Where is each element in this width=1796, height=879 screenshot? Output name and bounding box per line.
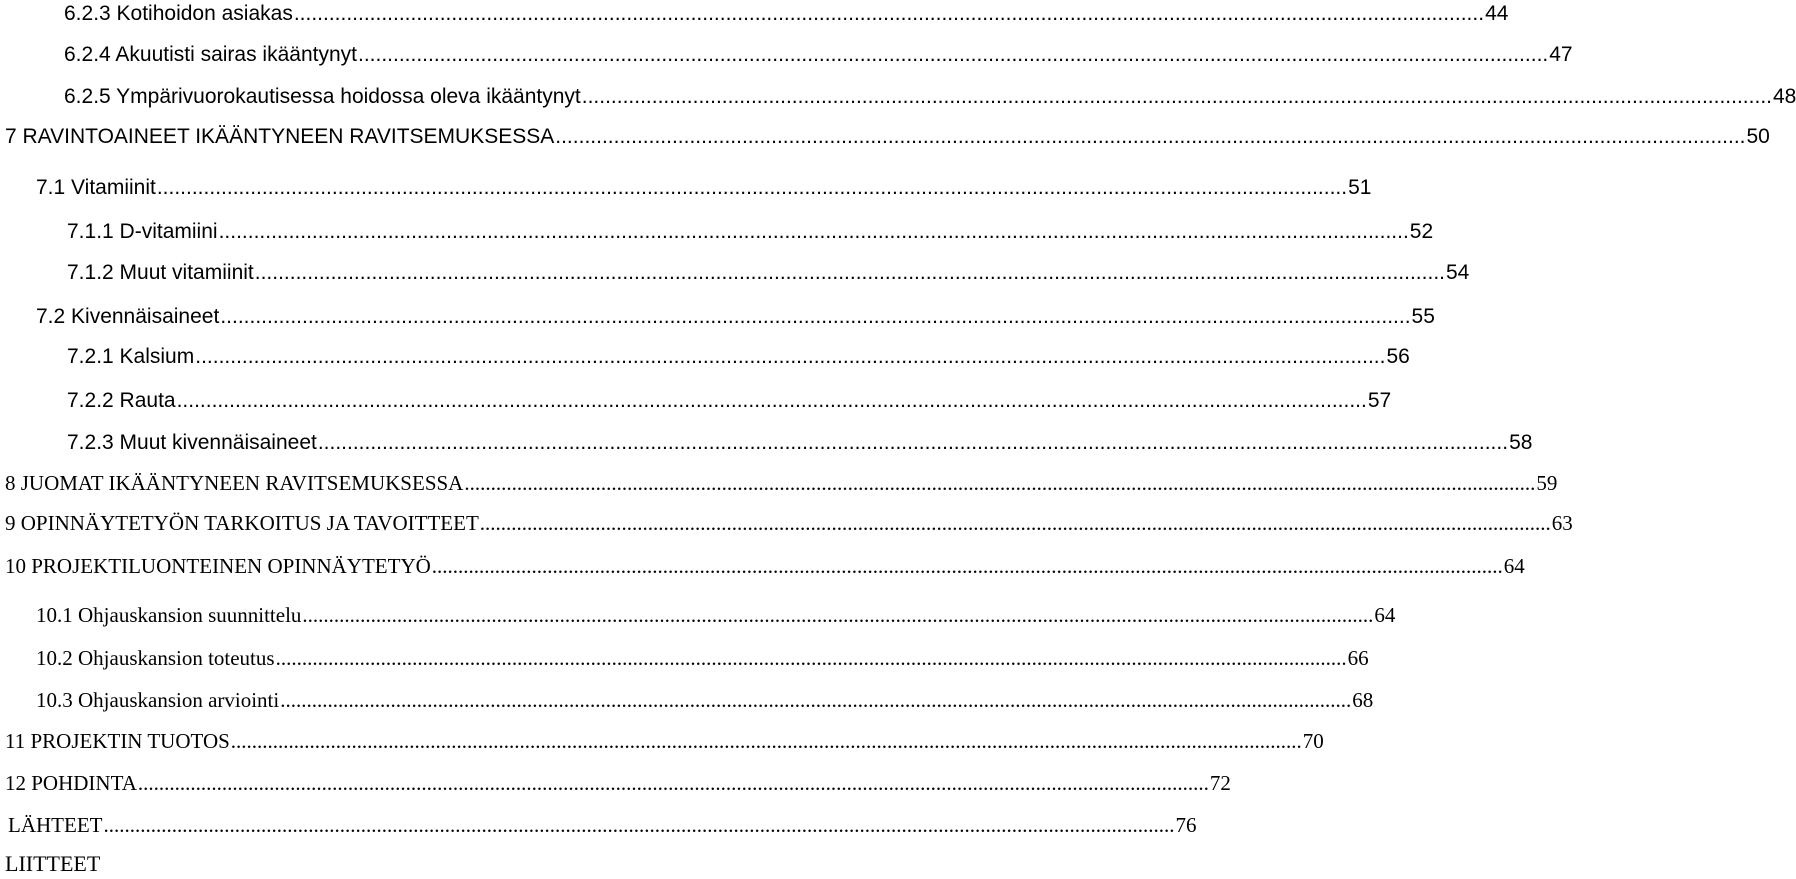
toc-entry[interactable] (64, 2, 1509, 25)
toc-entry[interactable] (67, 261, 1470, 284)
toc-entry-title: 10.3 Ohjauskansion arviointi (36, 688, 280, 712)
toc-entry-title: 7.2.3 Muut kivennäisaineet (67, 431, 317, 454)
toc-entry-page: 70 (1302, 729, 1324, 753)
toc-entry-page: 57 (1367, 389, 1392, 412)
dot-leader: ............................................................................................................................................................................................................ (431, 554, 1503, 578)
toc-entry[interactable] (5, 471, 1558, 495)
toc-entry-page: 72 (1209, 771, 1231, 795)
toc-entry-title: LIITTEET (5, 851, 101, 876)
toc-entry-title: 6.2.4 Akuutisti sairas ikääntynyt (64, 43, 357, 66)
toc-entry[interactable] (5, 554, 1525, 578)
toc-entry[interactable] (5, 852, 305, 876)
toc-entry-title: 6.2.3 Kotihoidon asiakas (64, 2, 293, 25)
toc-entry-page: 64 (1374, 603, 1396, 627)
toc-entry-page: 54 (1445, 261, 1470, 284)
toc-entry[interactable] (5, 771, 1231, 795)
toc-entry-title: 7.2 Kivennäisaineet (36, 305, 220, 328)
dot-leader: ............................................................................................................................................................................................................ (220, 305, 1411, 328)
toc-entry[interactable] (5, 511, 1573, 535)
dot-leader: ............................................................................................................................................................................................................ (230, 729, 1302, 753)
toc-entry-title: 10.1 Ohjauskansion suunnittelu (36, 603, 302, 627)
toc-entry-page: 56 (1386, 345, 1410, 368)
dot-leader: ............................................................................................................................................................................................................ (479, 511, 1551, 535)
toc-entry[interactable] (67, 220, 1434, 243)
dot-leader: ............................................................................................................................................................................................................ (581, 85, 1772, 108)
toc-entry-title: 7.1.2 Muut vitamiinit (67, 261, 254, 284)
toc-entry[interactable] (36, 646, 1369, 670)
toc-entry[interactable] (36, 603, 1396, 627)
dot-leader: ............................................................................................................................................................................................................ (156, 176, 1348, 199)
toc-entry-title: 9 OPINNÄYTETYÖN TARKOITUS JA TAVOITTEET (5, 511, 479, 535)
toc-entry-title: LÄHTEET (8, 813, 103, 837)
dot-leader: ............................................................................................................................................................................................................ (464, 471, 1536, 495)
toc-entry-page: 63 (1551, 511, 1573, 535)
toc-entry[interactable] (36, 688, 1374, 712)
toc-entry[interactable] (67, 389, 1392, 412)
toc-entry[interactable] (64, 85, 1796, 108)
dot-leader: ............................................................................................................................................................................................................ (555, 125, 1746, 148)
toc-entry[interactable] (5, 729, 1324, 753)
toc-entry-page: 50 (1746, 125, 1770, 148)
toc-entry[interactable] (36, 305, 1435, 328)
toc-entry-page: 47 (1549, 43, 1573, 66)
toc-entry[interactable] (64, 43, 1573, 66)
toc-entry-page: 59 (1536, 471, 1558, 495)
toc-entry-page: 66 (1347, 646, 1369, 670)
toc-entry[interactable] (5, 125, 1770, 148)
dot-leader: ............................................................................................................................................................................................................ (280, 688, 1352, 712)
dot-leader: ............................................................................................................................................................................................................ (176, 389, 1367, 412)
dot-leader: ............................................................................................................................................................................................................ (137, 771, 1209, 795)
toc-entry-page: 51 (1348, 176, 1372, 199)
toc-entry-title: 7 RAVINTOAINEET IKÄÄNTYNEEN RAVITSEMUKSESSA (5, 125, 555, 148)
toc-entry-title: 7.2.1 Kalsium (67, 345, 195, 368)
toc-entry-page: 52 (1409, 220, 1434, 243)
toc-entry-title: 7.1 Vitamiinit (36, 176, 156, 199)
toc-entry[interactable] (67, 431, 1533, 454)
toc-entry-page: 48 (1772, 85, 1796, 108)
toc-entry-page: 64 (1503, 554, 1525, 578)
toc-entry-title: 11 PROJEKTIN TUOTOS (5, 729, 230, 753)
dot-leader: ............................................................................................................................................................................................................ (103, 813, 1175, 837)
toc-entry-title: 8 JUOMAT IKÄÄNTYNEEN RAVITSEMUKSESSA (5, 471, 464, 495)
toc-entry-title: 12 POHDINTA (5, 771, 137, 795)
dot-leader: ............................................................................................................................................................................................................ (218, 220, 1409, 243)
toc-entry[interactable] (8, 813, 1197, 837)
toc-entry[interactable] (67, 345, 1410, 368)
dot-leader: ............................................................................................................................................................................................................ (195, 345, 1386, 368)
toc-entry-page: 44 (1485, 2, 1509, 25)
dot-leader: ............................................................................................................................................................................................................ (275, 646, 1347, 670)
toc-entry-title: 6.2.5 Ympärivuorokautisessa hoidossa oleva ikääntynyt (64, 85, 581, 108)
dot-leader: ............................................................................................................................................................................................................ (358, 43, 1549, 66)
toc-entry-title: 10.2 Ohjauskansion toteutus (36, 646, 275, 670)
toc-entry-page: 55 (1411, 305, 1435, 328)
toc-entry-page: 76 (1175, 813, 1197, 837)
toc-entry-title: 7.1.1 D-vitamiini (67, 220, 218, 243)
dot-leader: ............................................................................................................................................................................................................ (254, 261, 1445, 284)
dot-leader: ............................................................................................................................................................................................................ (293, 2, 1485, 25)
toc-entry[interactable] (36, 176, 1372, 199)
toc-entry-page: 68 (1352, 688, 1374, 712)
toc-entry-page: 58 (1509, 431, 1533, 454)
dot-leader: ............................................................................................................................................................................................................ (302, 603, 1374, 627)
toc-entry-title: 10 PROJEKTILUONTEINEN OPINNÄYTETYÖ (5, 554, 431, 578)
toc-entry-title: 7.2.2 Rauta (67, 389, 176, 412)
dot-leader: ............................................................................................................................................................................................................ (317, 431, 1509, 454)
